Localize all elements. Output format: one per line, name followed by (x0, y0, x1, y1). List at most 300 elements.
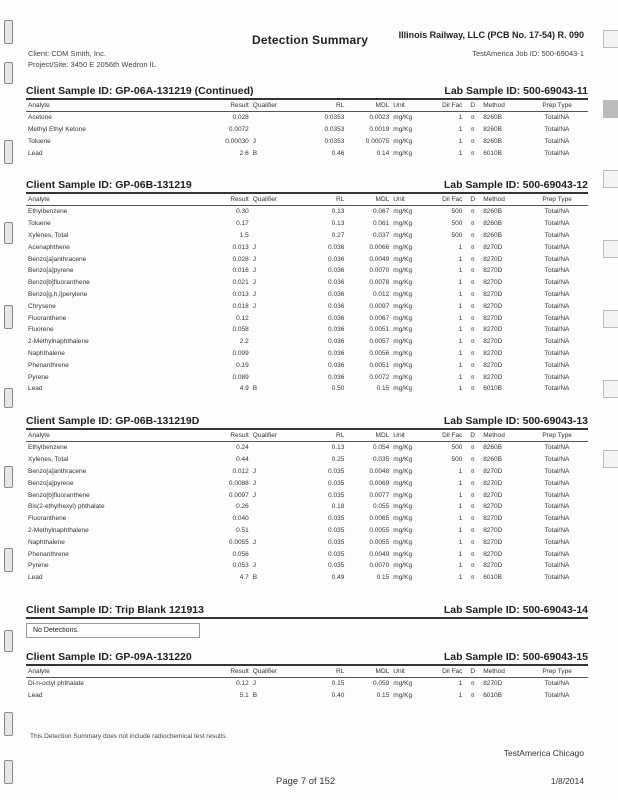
table-cell: 0.055 (373, 503, 390, 511)
results-table (26, 100, 588, 159)
table-row (26, 112, 588, 124)
table-row (26, 572, 588, 584)
table-cell: ¤ (470, 503, 475, 511)
column-header: Qualifier (251, 100, 296, 112)
table-cell: 0.036 (328, 314, 345, 322)
table-cell: 0.016 (232, 267, 249, 275)
table-cell: 1 (458, 279, 463, 287)
table-cell: ¤ (470, 137, 475, 145)
column-header: MDL (346, 430, 391, 442)
column-header: Unit (391, 430, 430, 442)
table-row (26, 442, 588, 454)
table-cell: Total/NA (544, 243, 570, 251)
table-cell: 500 (451, 456, 463, 464)
binder-tab (603, 100, 618, 118)
table-cell: 0.0055 (369, 526, 390, 534)
table-cell: ¤ (470, 302, 475, 310)
table-row (26, 466, 588, 478)
table-cell: 8270D (483, 338, 503, 346)
table-cell: 8270D (483, 479, 503, 487)
table-row (26, 383, 588, 395)
table-cell: Total/NA (544, 326, 570, 334)
table-cell: Total/NA (544, 385, 570, 393)
table-cell: Total/NA (544, 149, 570, 157)
table-cell: 0.49 (331, 574, 345, 582)
table-row (26, 525, 588, 537)
table-cell: 2-Methylnaphthalene (28, 338, 89, 346)
binder-tab (4, 20, 13, 44)
table-cell (251, 218, 296, 230)
table-cell: 0.013 (232, 290, 249, 298)
table-cell: Total/NA (544, 467, 570, 475)
binder-tab (603, 240, 618, 258)
table-cell: ¤ (470, 231, 475, 239)
table-cell: 0.0049 (369, 550, 390, 558)
column-header: RL (296, 666, 347, 678)
table-cell: 1 (458, 137, 463, 145)
table-cell: Total/NA (544, 680, 570, 688)
table-cell: 1 (458, 267, 463, 275)
table-row (26, 454, 588, 466)
table-cell: 6010B (483, 692, 502, 700)
table-cell: Total/NA (544, 479, 570, 487)
table-cell: 0.0097 (369, 302, 390, 310)
table-cell: 0.028 (232, 114, 249, 122)
table-cell (251, 501, 296, 513)
table-cell (251, 371, 296, 383)
table-cell: Total/NA (544, 526, 570, 534)
table-cell: Total/NA (544, 373, 570, 381)
table-cell: 0.021 (232, 279, 249, 287)
table-cell: 0.035 (328, 479, 345, 487)
table-cell: 0.50 (331, 385, 345, 393)
table-cell: mg/Kg (393, 149, 413, 157)
table-cell: mg/Kg (393, 208, 413, 216)
table-cell: mg/Kg (393, 361, 413, 369)
table-cell: 0.035 (328, 491, 345, 499)
table-cell: J (252, 243, 257, 251)
client-sample-id: Client Sample ID: GP-09A-131220 (26, 651, 192, 663)
column-header: Method (481, 194, 526, 206)
table-cell: Total/NA (544, 338, 570, 346)
table-cell: 0.0057 (369, 338, 390, 346)
table-cell: 0.036 (328, 349, 345, 357)
table-cell: 1 (458, 503, 463, 511)
lab-sample-id: Lab Sample ID: 500-69043-11 (444, 85, 588, 97)
table-cell: 8270D (483, 302, 503, 310)
table-cell (251, 312, 296, 324)
table-row (26, 253, 588, 265)
table-cell: 0.067 (373, 208, 390, 216)
table-row (26, 230, 588, 242)
table-cell: 8270D (483, 562, 503, 570)
column-header: Prep Type (526, 100, 588, 112)
binder-tab (4, 466, 13, 488)
table-cell: mg/Kg (393, 562, 413, 570)
table-cell: J (252, 467, 257, 475)
table-cell: ¤ (470, 220, 475, 228)
client-sample-id: Client Sample ID: Trip Blank 121913 (26, 604, 204, 616)
binder-tab (4, 305, 13, 329)
table-cell: ¤ (470, 515, 475, 523)
table-cell: 0.13 (331, 208, 345, 216)
table-cell: Total/NA (544, 515, 570, 523)
table-row (26, 324, 588, 336)
lab-sample-id: Lab Sample ID: 500-69043-13 (443, 415, 588, 427)
table-cell: 0.028 (232, 255, 249, 263)
table-cell: Toluene (28, 137, 51, 145)
table-cell: B (252, 692, 258, 700)
table-cell: mg/Kg (393, 479, 413, 487)
table-cell (251, 454, 296, 466)
table-cell: 0.19 (236, 361, 249, 369)
table-cell: Total/NA (544, 349, 570, 357)
table-cell: Xylenes, Total (28, 231, 69, 239)
table-cell: 0.061 (373, 220, 390, 228)
no-detections-note: No Detections. (26, 623, 200, 638)
footnote: This Detection Summary does not include radiochemical test results. (30, 733, 228, 740)
table-cell: 0.037 (373, 231, 390, 239)
results-table (26, 194, 588, 395)
table-cell: 0.0056 (369, 349, 390, 357)
table-cell: Total/NA (544, 290, 570, 298)
table-cell: 0.035 (328, 550, 345, 558)
table-cell: mg/Kg (393, 550, 413, 558)
column-header: Dil Fac (431, 100, 465, 112)
table-cell: Total/NA (544, 220, 570, 228)
table-cell: Total/NA (544, 574, 570, 582)
table-cell: 0.035 (328, 526, 345, 534)
table-cell: Bis(2-ethylhexyl) phthalate (28, 503, 105, 511)
table-cell: 1 (458, 467, 463, 475)
table-cell: Acetone (28, 114, 52, 122)
column-header: RL (296, 430, 347, 442)
table-cell: J (252, 479, 257, 487)
table-cell: 2-Methylnaphthalene (28, 526, 89, 534)
client-sample-id: Client Sample ID: GP-06A-131219 (Continued) (26, 85, 254, 97)
table-cell: 4.7 (239, 574, 249, 582)
table-cell: Methyl Ethyl Ketone (28, 126, 86, 134)
table-cell (251, 442, 296, 454)
table-cell: mg/Kg (393, 574, 413, 582)
table-row (26, 265, 588, 277)
table-cell: 0.0070 (369, 267, 390, 275)
table-cell: 1 (458, 361, 463, 369)
column-header: Result (211, 430, 250, 442)
table-cell: 1 (458, 314, 463, 322)
table-cell: 8270D (483, 361, 503, 369)
table-cell: 2.6 (239, 149, 249, 157)
table-cell: Total/NA (544, 137, 570, 145)
table-cell: ¤ (470, 479, 475, 487)
sample-section (26, 179, 588, 395)
table-cell: Pyrene (28, 373, 49, 381)
table-cell (251, 324, 296, 336)
column-header: Unit (391, 666, 430, 678)
table-cell: 1.5 (239, 231, 249, 239)
column-header: Analyte (26, 430, 211, 442)
table-cell (251, 124, 296, 136)
table-cell: Benzo[a]anthracene (28, 467, 87, 475)
table-cell: 0.036 (328, 243, 345, 251)
table-cell: 0.0072 (369, 373, 390, 381)
table-cell: 0.15 (331, 680, 345, 688)
binder-tab (4, 760, 13, 784)
table-cell: ¤ (470, 279, 475, 287)
table-cell: 0.0070 (369, 562, 390, 570)
column-header: Method (481, 100, 526, 112)
table-cell: 0.0069 (369, 479, 390, 487)
table-cell: 0.46 (331, 149, 345, 157)
table-cell: 0.40 (331, 692, 345, 700)
project-site: Project/Site: 3450 E 2056th Wedron IL (28, 60, 156, 69)
table-cell: 0.0067 (369, 314, 390, 322)
table-cell: 1 (458, 680, 463, 688)
table-cell: 0.12 (236, 680, 249, 688)
table-cell: 0.013 (232, 243, 249, 251)
table-cell: 0.0066 (369, 243, 390, 251)
table-cell: 0.036 (328, 279, 345, 287)
column-header: Qualifier (251, 430, 296, 442)
table-row (26, 477, 588, 489)
table-cell: ¤ (470, 562, 475, 570)
table-cell: 0.0055 (369, 538, 390, 546)
section-rule (26, 617, 588, 619)
job-id: TestAmerica Job ID: 500-69043-1 (472, 49, 584, 58)
column-header: Result (211, 666, 250, 678)
table-cell: mg/Kg (393, 680, 413, 688)
column-header: RL (296, 100, 347, 112)
table-cell: 0.0088 (228, 479, 249, 487)
table-cell: 5.1 (239, 692, 249, 700)
table-cell: mg/Kg (393, 467, 413, 475)
table-cell: 1 (458, 290, 463, 298)
table-cell: 1 (458, 373, 463, 381)
binder-tab (603, 30, 618, 48)
table-cell: 8260B (483, 444, 502, 452)
table-row (26, 147, 588, 159)
table-cell: 0.25 (331, 456, 345, 464)
table-cell: 0.51 (236, 526, 249, 534)
binder-tab (603, 310, 618, 328)
table-cell: Phenanthrene (28, 550, 69, 558)
table-cell: 1 (458, 243, 463, 251)
table-cell: Benzo[b]fluoranthene (28, 279, 90, 287)
table-row (26, 348, 588, 360)
table-cell: 0.0048 (369, 467, 390, 475)
company-name: Illinois Railway, LLC (PCB No. 17-54) R. 090 (398, 30, 584, 40)
column-header: Analyte (26, 194, 211, 206)
table-cell: ¤ (470, 491, 475, 499)
table-row (26, 136, 588, 148)
lab-sample-id: Lab Sample ID: 500-69043-14 (443, 604, 588, 616)
table-cell: B (252, 385, 258, 393)
table-cell: 0.13 (331, 220, 345, 228)
table-cell: ¤ (470, 243, 475, 251)
table-cell: 0.15 (376, 692, 390, 700)
table-cell: J (252, 137, 257, 145)
table-cell: 0.0077 (369, 491, 390, 499)
table-cell: Total/NA (544, 491, 570, 499)
table-cell: 1 (458, 692, 463, 700)
table-cell: Benzo[a]pyrene (28, 479, 74, 487)
table-cell: 0.0078 (369, 279, 390, 287)
table-cell: Total/NA (544, 562, 570, 570)
column-header: Unit (391, 194, 430, 206)
table-cell: mg/Kg (393, 302, 413, 310)
table-cell: J (252, 279, 257, 287)
table-cell: 8270D (483, 550, 503, 558)
table-cell: 8270D (483, 515, 503, 523)
table-cell: mg/Kg (393, 349, 413, 357)
table-cell: Phenanthrene (28, 361, 69, 369)
table-cell: 500 (451, 231, 463, 239)
table-cell: 0.0353 (324, 114, 345, 122)
table-cell: Benzo[a]pyrene (28, 267, 74, 275)
table-cell: mg/Kg (393, 538, 413, 546)
table-cell: Total/NA (544, 126, 570, 134)
table-cell: J (252, 680, 257, 688)
table-cell: 1 (458, 479, 463, 487)
table-cell: 0.036 (328, 290, 345, 298)
section-header (26, 651, 588, 663)
table-cell (251, 548, 296, 560)
table-row (26, 289, 588, 301)
table-row (26, 359, 588, 371)
table-cell: mg/Kg (393, 220, 413, 228)
section-header (26, 604, 588, 616)
table-cell: 0.15 (376, 574, 390, 582)
lab-sample-id: Lab Sample ID: 500-69043-12 (443, 179, 588, 191)
table-cell: 0.059 (373, 680, 390, 688)
table-cell: Lead (28, 149, 43, 157)
table-cell: Naphthalene (28, 538, 65, 546)
table-cell: 1 (458, 538, 463, 546)
column-header: Dil Fac (431, 666, 465, 678)
table-row (26, 501, 588, 513)
table-row (26, 124, 588, 136)
table-cell: Benzo[g,h,i]perylene (28, 290, 88, 298)
table-cell: 0.099 (232, 349, 249, 357)
sample-section (26, 651, 588, 702)
binder-tab (4, 140, 13, 164)
table-cell: mg/Kg (393, 526, 413, 534)
binder-tab (4, 222, 13, 244)
table-cell: 1 (458, 550, 463, 558)
table-cell: 0.0023 (369, 114, 390, 122)
client-sample-id: Client Sample ID: GP-06B-131219D (26, 415, 200, 427)
client-name: Client: CDM Smith, Inc. (28, 49, 106, 58)
table-cell: Total/NA (544, 302, 570, 310)
table-cell: 0.012 (232, 467, 249, 475)
table-cell: 0.054 (373, 444, 390, 452)
table-cell: Total/NA (544, 456, 570, 464)
table-cell: mg/Kg (393, 385, 413, 393)
table-cell: 6010B (483, 574, 502, 582)
binder-tab (4, 388, 13, 408)
column-header: Qualifier (251, 194, 296, 206)
table-cell: 0.00030 (225, 137, 249, 145)
table-cell: 8270D (483, 373, 503, 381)
table-cell: mg/Kg (393, 290, 413, 298)
table-cell: 0.036 (328, 338, 345, 346)
results-table (26, 666, 588, 702)
table-cell: mg/Kg (393, 255, 413, 263)
client-sample-id: Client Sample ID: GP-06B-131219 (26, 179, 192, 191)
table-cell: 8270D (483, 467, 503, 475)
table-cell: 0.27 (331, 231, 345, 239)
table-cell: Lead (28, 692, 43, 700)
table-cell (251, 525, 296, 537)
table-header-row (26, 194, 588, 206)
table-cell: 1 (458, 149, 463, 157)
table-cell: 0.0353 (324, 137, 345, 145)
table-cell: 0.018 (232, 302, 249, 310)
column-header: Prep Type (526, 194, 588, 206)
table-cell: Total/NA (544, 314, 570, 322)
column-header: Method (481, 666, 526, 678)
table-row (26, 548, 588, 560)
column-header: Qualifier (251, 666, 296, 678)
table-cell (251, 230, 296, 242)
table-cell: ¤ (470, 692, 475, 700)
table-row (26, 536, 588, 548)
column-header: Dil Fac (431, 430, 465, 442)
table-cell: Total/NA (544, 361, 570, 369)
table-cell: 2.2 (239, 338, 249, 346)
table-cell: mg/Kg (393, 114, 413, 122)
table-cell: B (252, 574, 258, 582)
page-title: Detection Summary (252, 33, 369, 47)
table-cell: 8270D (483, 526, 503, 534)
binder-tab (4, 548, 13, 572)
table-cell: 0.035 (373, 456, 390, 464)
table-cell: Pyrene (28, 562, 49, 570)
table-cell: Naphthalene (28, 349, 65, 357)
table-cell: mg/Kg (393, 137, 413, 145)
table-cell: 0.036 (328, 361, 345, 369)
section-header (26, 415, 588, 427)
table-cell: ¤ (470, 255, 475, 263)
table-cell: ¤ (470, 326, 475, 334)
table-cell: 0.036 (328, 326, 345, 334)
table-cell: 0.15 (376, 385, 390, 393)
table-cell: mg/Kg (393, 243, 413, 251)
table-cell: 0.12 (236, 314, 249, 322)
table-cell: Toluene (28, 220, 51, 228)
table-cell: 0.089 (232, 373, 249, 381)
table-cell: ¤ (470, 526, 475, 534)
table-cell (251, 206, 296, 218)
table-cell: ¤ (470, 467, 475, 475)
table-row (26, 277, 588, 289)
table-cell: mg/Kg (393, 267, 413, 275)
table-cell: ¤ (470, 126, 475, 134)
table-cell: ¤ (470, 208, 475, 216)
table-cell: Total/NA (544, 538, 570, 546)
table-cell: Total/NA (544, 503, 570, 511)
table-cell: mg/Kg (393, 338, 413, 346)
table-cell: mg/Kg (393, 491, 413, 499)
table-cell: J (252, 562, 257, 570)
table-cell: Lead (28, 385, 43, 393)
table-row (26, 300, 588, 312)
table-cell: 0.44 (236, 456, 249, 464)
table-cell: 0.036 (328, 267, 345, 275)
table-cell: 0.0055 (228, 538, 249, 546)
table-cell: Benzo[a]anthracene (28, 255, 87, 263)
table-cell: ¤ (470, 550, 475, 558)
